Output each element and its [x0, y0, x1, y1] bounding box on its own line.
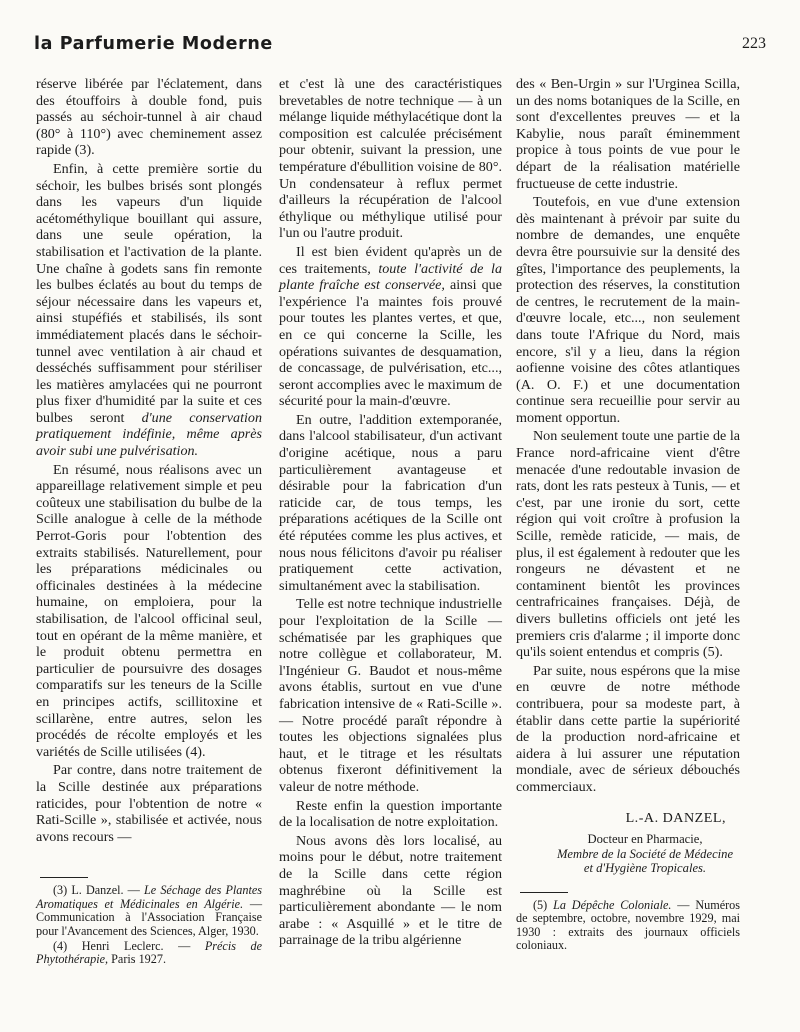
paragraph: En outre, l'addition extemporanée, dans l'alcool stabilisateur, d'un activant d'origine acétique, nous a paru particulièrement avantageuse et désirable pour la fabrication d'un raticide car, de tous temps, les préparations acétiques de la Scille ont été réputées comme les plus actives, et nous nous félicitons d'avoir pu réaliser pratiquement cette activation, simultanément avec la stabilisation.: [279, 411, 502, 594]
footnote-text: — Communication à l'Association Française pour l'Avancement des Sciences, Alger, 1930.: [36, 896, 262, 938]
footnote-title: La Dépêche Coloniale.: [553, 897, 672, 912]
footnote-3: [36, 884, 262, 938]
author-signature: L.-A. DANZEL,: [625, 809, 726, 826]
paragraph: Telle est notre technique industrielle pour l'exploitation de la Scille — schématisée par les graphiques que notre collègue et collaborateur, M. l'Ingénieur G. Baudot et nous-même avons établis, surtout en vue d'une fabrication intensive de « Rati-Scille ». — Notre procédé paraît répondre à toutes les objections signalées plus haut, et le titrage et les résultats obtenus fixeront définitivement la valeur de notre méthode.: [279, 596, 502, 795]
paragraph: des « Ben-Urgin » sur l'Urginea Scilla, un des noms botaniques de la Scille, en sont d'excellentes preuves — et la Kabylie, nous paraît éminemment propice à tous points de vue pour le départ de la réalisation matérielle fructueuse de cette industrie.: [516, 76, 740, 192]
paragraph: Toutefois, en vue d'une extension dès maintenant à prévoir par suite du nombre de demandes, une enquête devra être poursuivie sur la densité des gîtes, l'importance des peuplements, la protection des réserves, la constitution de centres, le recrutement de la main-d'œuvre locale, etc..., non seulement dans toute l'Afrique du Nord, mais encore, s'il y a lieu, dans la région aofienne voisine des côtes atlantiques (A. O. F.) et une documentation continue sera recueillie pour servir au moment opportun.: [516, 194, 740, 426]
column-2: [279, 76, 502, 951]
journal-title: la Parfumerie Moderne: [34, 34, 273, 54]
footnote-text: Paris 1927.: [111, 952, 166, 967]
running-header: [34, 34, 766, 60]
column-1: [36, 76, 262, 969]
footnote-ref: (3) L. Danzel. —: [53, 883, 140, 898]
footnote-ref: (4) Henri Leclerc. —: [53, 938, 191, 953]
paragraph: En résumé, nous réalisons avec un appareillage relativement simple et peu coûteux une stabilisation du bulbe de la Scille analogue à celle de la méthode Perrot-Goris pour l'obtention des extraits stabilisés. Naturellement, pour les préparations médicinales ou officinales destinées à la médecine humaine, on emploiera, pour la stabilisation, de l'alcool officinal seul, tout en opérant de la même manière, et le produit obtenu permettra en particulier de poursuivre des dosages comparatifs sur les teneurs de la Scille en principes actifs, scillitoxine et scillarène, entre autres, selon les procédés de récolte employés et les variétés de Scille utilisées (4).: [36, 461, 262, 760]
affiliation-line: et d'Hygiène Tropicales.: [583, 861, 707, 876]
footnote-ref: (5): [533, 897, 548, 912]
text-run: Enfin, à cette première sortie du séchoir, les bulbes brisés sont plongés dans les vapeurs d'un liquide acétométhylique bouillant qui assure, dans une seule opération, la stabilisation et l'activation de la plante. Une chaîne à godets sans fin remonte les bulbes éclatés au bout du temps de séjour nécessaire dans les vapeurs et, ainsi stupéfiés et stabilisés, ils sont immédiatement placés dans le séchoir-tunnel avec ventilation à air chaud et desséchés suffisamment pour stériliser les matières amylacées qui ne pourront plus fixer d'humidité par la suite et ces bulbes seront: [36, 160, 262, 426]
paragraph: réserve libérée par l'éclatement, dans des étouffoirs à double fond, puis passés au séchoir-tunnel à air chaud (80° à 110°) avec cheminement assez rapide (3).: [36, 76, 262, 159]
text-run: ainsi que l'expérience l'a maintes fois prouvé pour toutes les plantes vertes, et que, en ce qui concerne la Scille, les opérations suivantes de desquamation, de concassage, de pulvérisation, etc..., seront accomplies avec le maximum de sécurité pour la main-d'œuvre.: [279, 277, 502, 410]
paragraph: Non seulement toute une partie de la France nord-africaine vient d'être menacée d'une redoutable invasion de rats, dont les rats pesteux à Tunis, — et c'est, par une ironie du sort, cette région qui voit croître à profusion la Scille, remède raticide, — mais, de plus, il est également à redouter que les rongeurs ne dévastent et ne contaminent bientôt les provinces centrafricaines françaises. Déjà, de divers bulletins officiels ont jeté les premiers cris d'alarme ; il importe donc qu'ils soient entendus et compris (5).: [516, 428, 740, 661]
footnote-title: Le Séchage des Plantes Aromatiques et Médicinales en Algérie.: [36, 883, 263, 911]
footnote-4: [36, 940, 262, 967]
text-run: Il est bien évident qu'après un de ces traitements,: [279, 243, 502, 277]
page-number: 223: [742, 35, 766, 52]
paragraph: et c'est là une des caractéristiques brevetables de notre technique — à un mélange liquide méthylacétique dont la composition est calculée précisément pour obtenir, suivant la pression, une température d'ébullition voisine de 80°. Un condensateur à reflux permet d'ailleurs la récupération de l'alcool éthylique ou méthylique utilisé pour l'un ou l'autre produit.: [279, 76, 502, 242]
paragraph: [36, 161, 262, 460]
paragraph: Nous avons dès lors localisé, au moins pour le début, notre traitement de la Scille dans cette région maghrébine où la Scille est particulièrement abondante — le nom arabe : « Asquillé » et le titre de parrainage de la tribu algérienne: [279, 832, 502, 949]
paragraph: Par contre, dans notre traitement de la Scille destinée aux préparations raticides, pour l'obtention de notre « Rati-Scille », stabilisée et activée, nous avons recours —: [36, 762, 262, 845]
affiliation-line: Membre de la Société de Médecine: [556, 846, 734, 861]
footnote-rule: [520, 892, 568, 893]
italic-phrase: d'une conservation pratiquement indéfinie, même après avoir subi une pulvérisation.: [36, 409, 262, 460]
italic-phrase: toute l'activité de la plante fraîche est conservée,: [279, 260, 502, 294]
column-3: [516, 76, 740, 955]
footnote-5: [516, 899, 740, 953]
paragraph: Par suite, nous espérons que la mise en œuvre de notre méthode contribuera, pour sa modeste part, à établir dans cette partie la supériorité de la production nord-africaine et aidera à lui assurer une réputation mondiale, avec de sérieux débouchés commerciaux.: [516, 662, 740, 795]
footnote-title: Précis de Phytothérapie,: [36, 938, 262, 967]
paragraph: Reste enfin la question importante de la localisation de notre exploitation.: [279, 797, 502, 831]
author-affiliation: [516, 847, 740, 862]
author-title: Docteur en Pharmacie,: [587, 832, 703, 847]
footnote-rule: [40, 877, 88, 878]
author-affiliation: [516, 861, 740, 876]
footnote-text: — Numéros de septembre, octobre, novembre 1929, mai 1930 : extraits des journaux officiels coloniaux.: [516, 897, 741, 953]
paragraph: [279, 244, 502, 410]
